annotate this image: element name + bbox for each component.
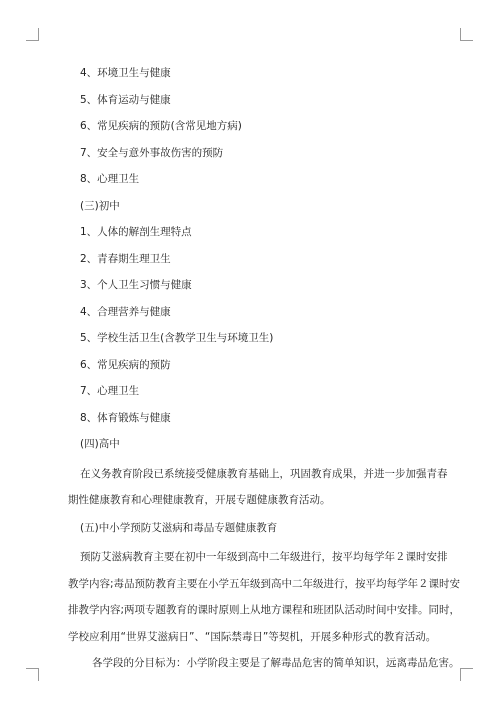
section-heading-aids-drug: (五)中小学预防艾滋病和毒品专题健康教育 [80, 521, 278, 534]
paragraph-line: 各学段的分目标为：小学阶段主要是了解毒品危害的简单知识，远离毒品危害。 [92, 657, 460, 669]
section-heading-senior-high: (四)高中 [80, 438, 120, 450]
list-item: 8、体育锻炼与健康 [80, 411, 171, 424]
crop-mark-top-right [460, 28, 473, 41]
document-body [68, 66, 461, 677]
list-item: 6、常见疾病的预防 [80, 358, 171, 371]
list-item: 6、常见疾病的预防(含常见地方病) [80, 120, 242, 132]
paragraph-stage-goals [68, 650, 460, 677]
list-item: 8、心理卫生 [80, 173, 140, 185]
paragraph-senior-high [68, 461, 448, 514]
paragraph-line: 预防艾滋病教育主要在初中一年级到高中二年级进行，按平均每学年２课时安排 [80, 551, 448, 563]
section-heading-junior-high: (三)初中 [80, 199, 120, 212]
paragraph-line: 在义务教育阶段已系统接受健康教育基础上，巩固教育成果，并进一步加强青春 [80, 467, 448, 480]
list-item: 5、学校生活卫生(含教学卫生与环境卫生) [80, 332, 274, 344]
crop-mark-bottom-right [460, 668, 473, 681]
paragraph-line: 期性健康教育和心理健康教育，开展专题健康教育活动。 [68, 494, 331, 506]
paragraph-line: 学校应利用“世界艾滋病日”、“国际禁毒日”等契机，开展多种形式的教育活动。 [68, 630, 437, 643]
paragraph-line: 教学内容;毒品预防教育主要在小学五年级到高中二年级进行，按平均每学年２课时安 [68, 577, 461, 590]
list-item: 7、心理卫生 [80, 385, 140, 397]
list-item: 4、合理营养与健康 [80, 305, 171, 318]
list-item: 7、安全与意外事故伤害的预防 [80, 146, 224, 159]
list-item: 2、青春期生理卫生 [80, 252, 171, 265]
list-item: 1、人体的解剖生理特点 [80, 226, 192, 238]
list-item: 3、个人卫生习惯与健康 [80, 279, 192, 291]
list-item: 5、体育运动与健康 [80, 93, 171, 106]
list-item: 4、环境卫生与健康 [80, 67, 171, 79]
paragraph-aids-drug [68, 544, 461, 650]
crop-mark-top-left [26, 28, 39, 41]
crop-mark-bottom-left [26, 668, 39, 681]
paragraph-line: 排教学内容;两项专题教育的课时原则上从地方课程和班团队活动时间中安排。同时， [68, 604, 461, 616]
